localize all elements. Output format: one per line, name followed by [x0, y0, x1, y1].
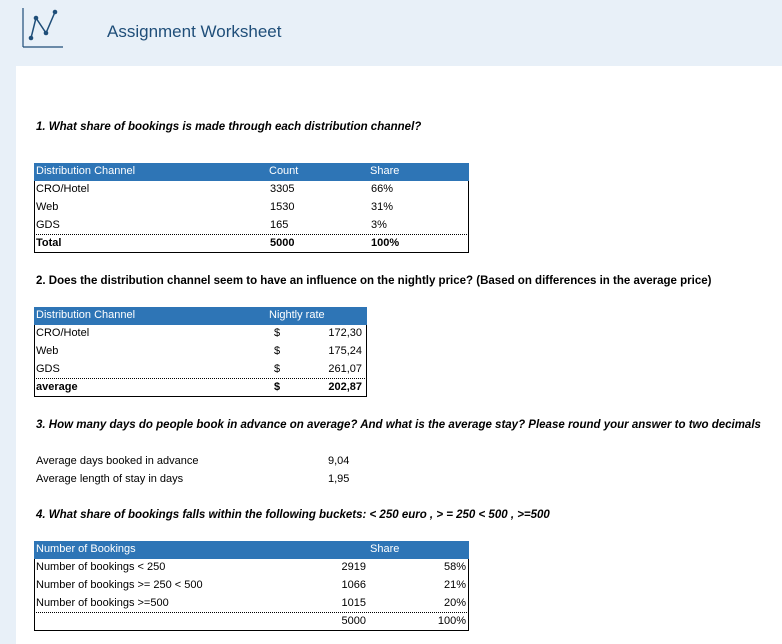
table-header-row: [34, 541, 469, 559]
nightly-rate-table: [34, 307, 367, 397]
cell-count: 1530: [270, 201, 295, 213]
cell-total-label: Total: [36, 237, 62, 249]
cell-share: 3%: [371, 219, 387, 231]
chart-line-icon: [22, 6, 64, 48]
col-header-share: Share: [370, 165, 400, 177]
col-header-number-of-bookings: Number of Bookings: [36, 543, 136, 555]
cell-share: 58%: [443, 561, 466, 573]
avg-stay-label: Average length of stay in days: [36, 473, 184, 485]
table-average-row: [34, 379, 367, 397]
avg-days-advance-value: 9,04: [328, 455, 350, 467]
question-1: 1. What share of bookings is made through each distribution channel?: [36, 121, 422, 133]
cell-total-count: 5000: [341, 615, 366, 627]
cell-channel: Web: [36, 201, 59, 213]
question-3: 3. How many days do people book in advance on average? And what is the average stay? Please round your answer to two decimals: [36, 419, 761, 431]
cell-count: 1066: [341, 579, 366, 591]
table-total-row: [34, 613, 469, 631]
cell-average-label: average: [36, 381, 78, 393]
cell-count: 3305: [270, 183, 295, 195]
cell-channel: Web: [36, 345, 59, 357]
cell-channel: CRO/Hotel: [36, 327, 90, 339]
table-row: [34, 559, 469, 577]
cell-bucket: Number of bookings < 250: [36, 561, 166, 573]
question-4: 4. What share of bookings falls within the following buckets: < 250 euro , > = 250 < 500 , >=500: [36, 509, 550, 521]
cell-share: 20%: [443, 597, 466, 609]
cell-total-share: 100%: [437, 615, 466, 627]
table-header-row: [34, 307, 367, 325]
table-row: [34, 217, 469, 235]
col-header-channel: Distribution Channel: [36, 165, 136, 177]
cell-count: 165: [270, 219, 289, 231]
cell-rate: 172,30: [328, 327, 362, 339]
cell-count: 1015: [341, 597, 366, 609]
cell-share: 31%: [371, 201, 394, 213]
table-row: [34, 343, 367, 361]
table-header-row: [34, 163, 469, 181]
col-header-channel: Distribution Channel: [36, 309, 136, 321]
cell-currency: $: [274, 327, 281, 339]
cell-rate: 175,24: [328, 345, 362, 357]
question-2: 2. Does the distribution channel seem to have an influence on the nightly price? (Based on differences in the average price): [36, 275, 712, 287]
table-row: [34, 199, 469, 217]
col-header-share: Share: [370, 543, 400, 555]
cell-total-share: 100%: [371, 237, 400, 249]
cell-currency: $: [274, 345, 281, 357]
cell-channel: GDS: [36, 363, 60, 375]
cell-total-count: 5000: [270, 237, 295, 249]
cell-rate: 261,07: [328, 363, 362, 375]
cell-count: 2919: [341, 561, 366, 573]
avg-stay-value: 1,95: [328, 473, 350, 485]
table-total-row: [34, 235, 469, 253]
table-row: [34, 181, 469, 199]
cell-average-rate: 202,87: [328, 381, 362, 393]
table-row: [34, 577, 469, 595]
share-by-channel-table: [34, 163, 469, 253]
cell-currency: $: [274, 381, 281, 393]
col-header-nightly-rate: Nightly rate: [269, 309, 325, 321]
left-margin-strip: [0, 66, 16, 644]
table-row: [34, 595, 469, 613]
avg-days-advance-label: Average days booked in advance: [36, 455, 199, 467]
page-title: Assignment Worksheet: [107, 22, 282, 41]
booking-buckets-table: [34, 541, 469, 631]
cell-bucket: Number of bookings >= 250 < 500: [36, 579, 203, 591]
cell-channel: CRO/Hotel: [36, 183, 90, 195]
cell-share: 21%: [443, 579, 466, 591]
cell-share: 66%: [371, 183, 394, 195]
cell-channel: GDS: [36, 219, 60, 231]
cell-currency: $: [274, 363, 281, 375]
col-header-count: Count: [269, 165, 299, 177]
table-row: [34, 325, 367, 343]
cell-bucket: Number of bookings >=500: [36, 597, 169, 609]
table-row: [34, 361, 367, 379]
